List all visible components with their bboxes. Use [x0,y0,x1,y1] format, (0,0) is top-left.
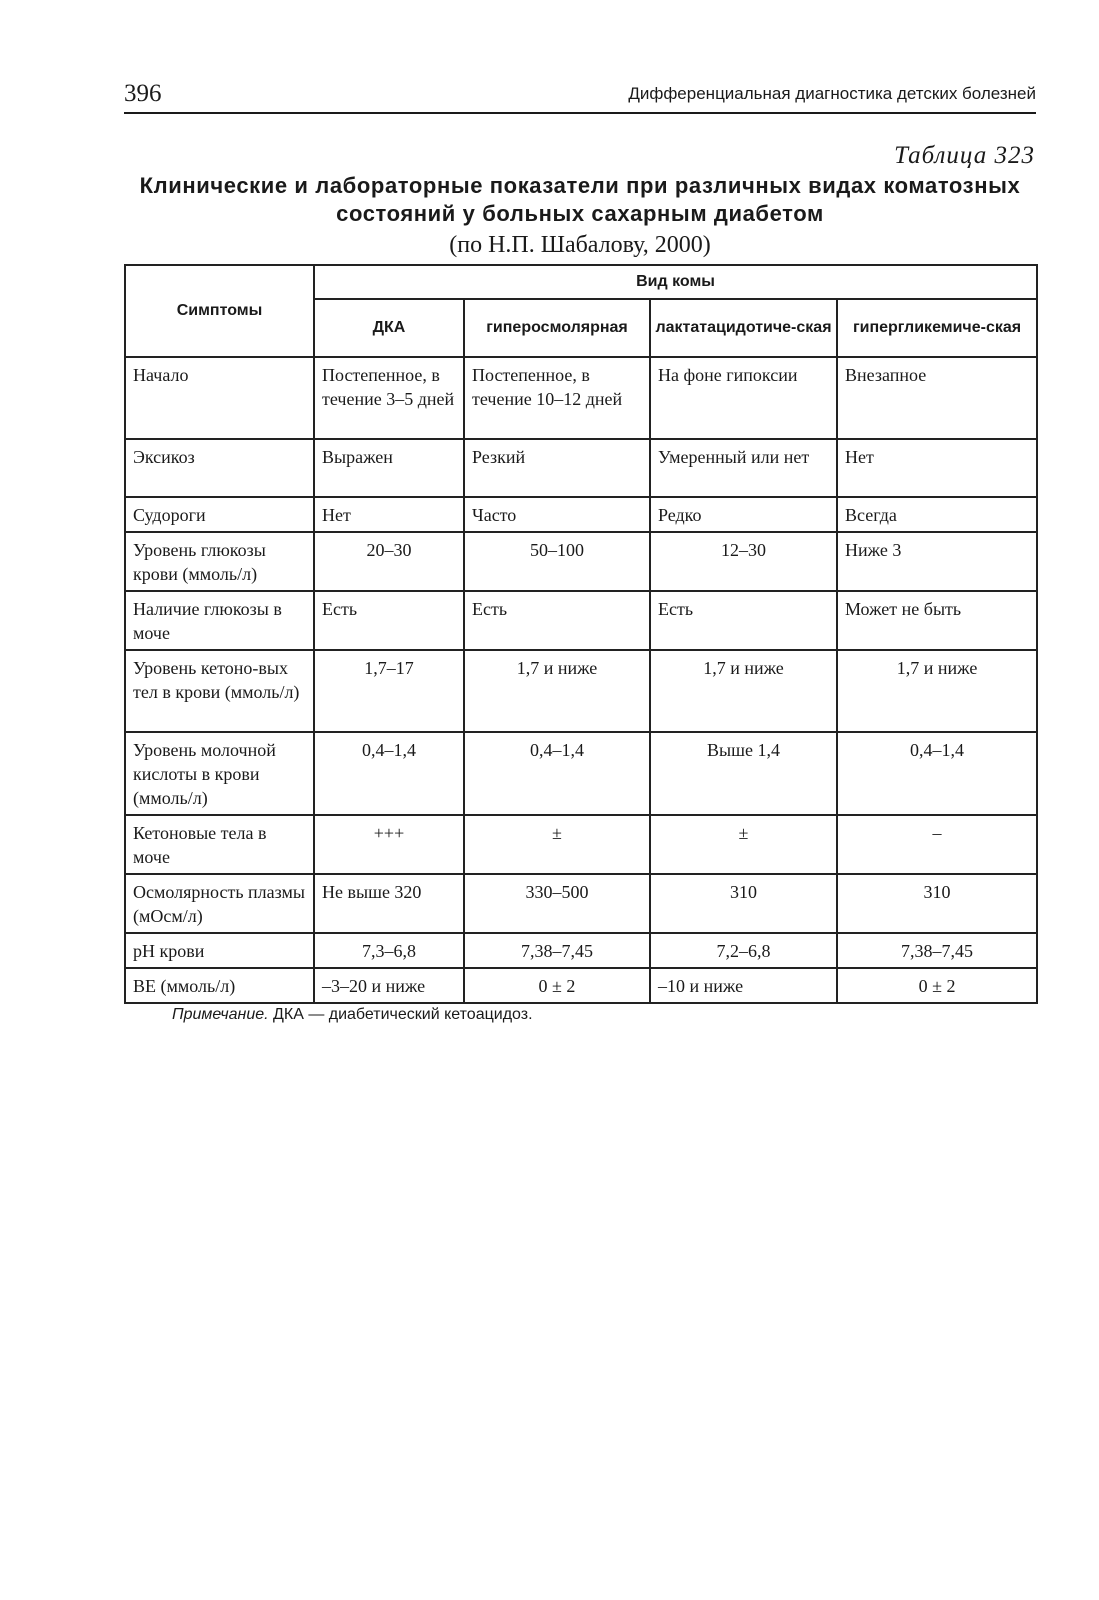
table-cell: Есть [464,591,650,650]
table-cell: 1,7 и ниже [837,650,1037,732]
table-cell: – [837,815,1037,874]
table-cell: 7,3–6,8 [314,933,464,968]
table-cell: 0 ± 2 [837,968,1037,1003]
table-cell: 310 [837,874,1037,933]
page-number: 396 [124,80,162,107]
header-symptoms: Симптомы [125,265,314,357]
table-cell: 7,38–7,45 [837,933,1037,968]
table-cell: 0,4–1,4 [464,732,650,815]
table-cell: 7,38–7,45 [464,933,650,968]
table-row [125,815,1037,874]
running-title: Дифференциальная диагностика детских болезней [628,84,1036,103]
table-cell: На фоне гипоксии [650,357,837,439]
row-label: BE (ммоль/л) [125,968,314,1003]
table-row [125,357,1037,439]
column-header: гипергликемиче-ская [837,299,1037,357]
table-row [125,933,1037,968]
row-label: Судороги [125,497,314,532]
row-label: Эксикоз [125,439,314,497]
table-cell: Резкий [464,439,650,497]
table-number: Таблица 323 [894,142,1035,169]
table-cell: Постепенное, в течение 10–12 дней [464,357,650,439]
table-row [125,497,1037,532]
table-row [125,439,1037,497]
table-cell: Не выше 320 [314,874,464,933]
header-coma-type: Вид комы [314,265,1037,299]
table-cell: 1,7–17 [314,650,464,732]
table-cell: –10 и ниже [650,968,837,1003]
table-title-line-2: состояний у больных сахарным диабетом [336,201,824,226]
table-row [125,591,1037,650]
table-cell: ± [464,815,650,874]
table-cell: 330–500 [464,874,650,933]
table-body [125,357,1037,1003]
table-cell: 20–30 [314,532,464,591]
table-cell: 0 ± 2 [464,968,650,1003]
row-label: Уровень глюкозы крови (ммоль/л) [125,532,314,591]
table-cell: 310 [650,874,837,933]
table-cell: ± [650,815,837,874]
note-text: ДКА — диабетический кетоацидоз. [268,1006,533,1023]
table-cell: 1,7 и ниже [464,650,650,732]
table-cell: Умеренный или нет [650,439,837,497]
table-cell: 50–100 [464,532,650,591]
table-cell: Внезапное [837,357,1037,439]
table-cell: –3–20 и ниже [314,968,464,1003]
table-cell: Нет [837,439,1037,497]
note-label: Примечание. [172,1006,269,1023]
table-title-line-1: Клинические и лабораторные показатели при различных видах коматозных [139,173,1021,198]
table-cell: Есть [650,591,837,650]
table-cell: Часто [464,497,650,532]
table-cell: 12–30 [650,532,837,591]
table-row [125,874,1037,933]
column-header: лактатацидотиче-ская [650,299,837,357]
table-row [125,732,1037,815]
table-cell: Выше 1,4 [650,732,837,815]
row-label: Кетоновые тела в моче [125,815,314,874]
table-cell: 0,4–1,4 [837,732,1037,815]
column-header: ДКА [314,299,464,357]
table-cell: Выражен [314,439,464,497]
row-label: Уровень кетоно-вых тел в крови (ммоль/л) [125,650,314,732]
table-row [125,532,1037,591]
running-head [124,78,1036,114]
table-cell: Всегда [837,497,1037,532]
table-cell: Есть [314,591,464,650]
column-header: гиперосмолярная [464,299,650,357]
row-label: Уровень молочной кислоты в крови (ммоль/л) [125,732,314,815]
table-cell: Редко [650,497,837,532]
table-source: (по Н.П. Шабалову, 2000) [449,232,711,258]
table-cell: 0,4–1,4 [314,732,464,815]
row-label: Наличие глюкозы в моче [125,591,314,650]
table-cell: 1,7 и ниже [650,650,837,732]
table-title [110,172,1050,228]
table-row [125,650,1037,732]
table-cell: Ниже 3 [837,532,1037,591]
row-label: Осмолярность плазмы (мОсм/л) [125,874,314,933]
table-cell: Постепенное, в течение 3–5 дней [314,357,464,439]
coma-comparison-table [124,264,1038,1004]
table-row [125,968,1037,1003]
row-label: Начало [125,357,314,439]
table-cell: Нет [314,497,464,532]
table-cell: +++ [314,815,464,874]
table-note [172,1006,533,1024]
row-label: pH крови [125,933,314,968]
table-cell: 7,2–6,8 [650,933,837,968]
table-cell: Может не быть [837,591,1037,650]
